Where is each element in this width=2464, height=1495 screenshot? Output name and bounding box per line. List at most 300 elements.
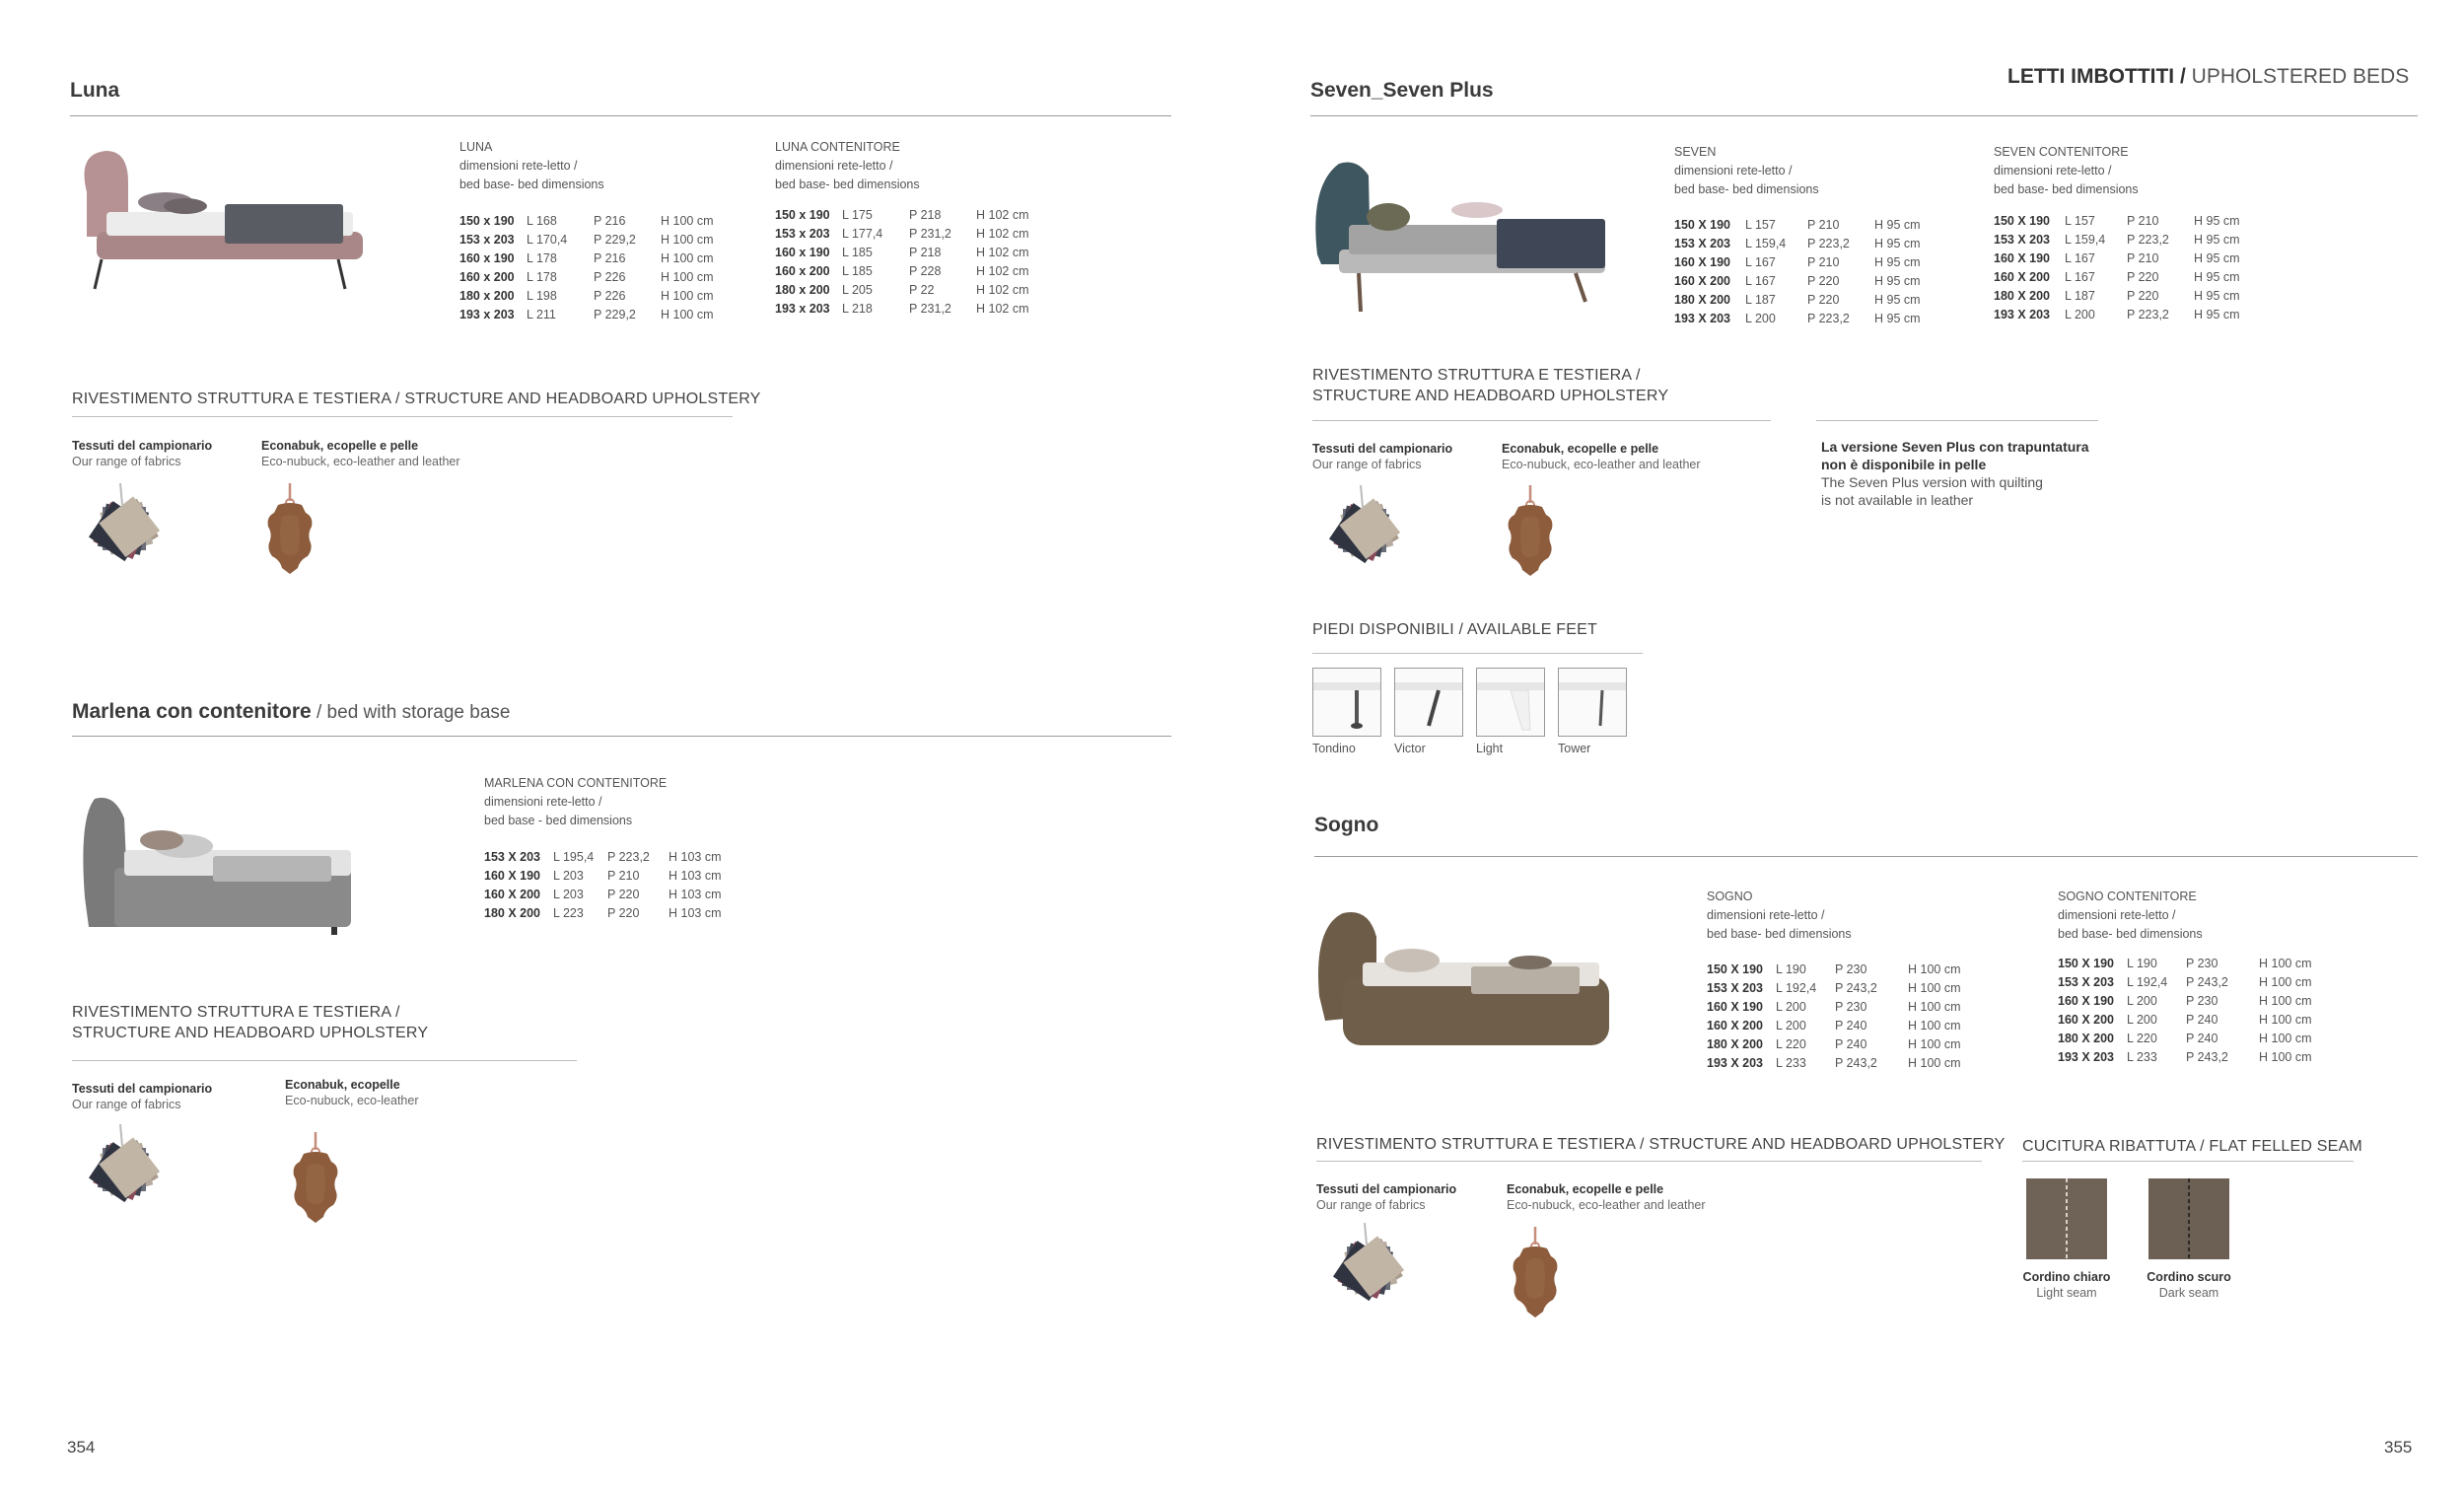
sogno-upholstery-heading: RIVESTIMENTO STRUTTURA E TESTIERA / STRUCTURE AND HEADBOARD UPHOLSTERY: [1316, 1136, 2006, 1153]
size-cell: 150 x 190: [775, 208, 830, 222]
seven-feet-heading: PIEDI DISPONIBILI / AVAILABLE FEET: [1312, 621, 1597, 638]
dimension-cell: L 167: [1745, 255, 1776, 269]
dimension-cell: H 100 cm: [661, 308, 714, 321]
table-name: LUNA: [459, 140, 493, 154]
size-cell: 160 x 200: [459, 270, 515, 284]
dimension-cell: P 226: [594, 289, 626, 303]
foot-caption: Tower: [1558, 742, 1591, 755]
dimension-cell: P 22: [909, 283, 935, 297]
table-name: LUNA CONTENITORE: [775, 140, 900, 154]
table-row: [775, 281, 1055, 300]
marlena-subtitle: / bed with storage base: [311, 702, 511, 723]
dimension-cell: H 102 cm: [976, 264, 1029, 278]
leather-label-bold: Econabuk, ecopelle e pelle: [1502, 442, 1659, 456]
dark-seam-caption: [2130, 1269, 2248, 1301]
table-row: [1674, 253, 1953, 272]
dimension-cell: L 187: [1745, 293, 1776, 307]
size-cell: 160 X 190: [1674, 255, 1730, 269]
dimension-cell: P 218: [909, 208, 942, 222]
sogno-leather-label: [1507, 1181, 1706, 1213]
luna-title: Luna: [70, 79, 120, 102]
table-row: [1994, 231, 2273, 249]
dimension-cell: P 216: [594, 214, 626, 228]
dimension-cell: L 177,4: [842, 227, 883, 241]
dimension-cell: L 200: [1776, 1019, 1806, 1032]
dimension-cell: L 200: [2065, 308, 2095, 321]
dimension-cell: L 167: [2065, 270, 2095, 284]
size-cell: 153 x 203: [775, 227, 830, 241]
dimension-cell: H 102 cm: [976, 246, 1029, 259]
table-sub: dimensioni rete-letto /: [484, 795, 602, 809]
size-cell: 153 X 203: [1707, 981, 1763, 995]
dimension-cell: L 233: [1776, 1056, 1806, 1070]
dimension-cell: H 102 cm: [976, 302, 1029, 316]
size-cell: 150 X 190: [1707, 962, 1763, 976]
dimension-cell: L 223: [553, 906, 584, 920]
dimension-cell: H 103 cm: [669, 850, 722, 864]
note-bold-1: La versione Seven Plus con trapuntatura: [1821, 439, 2089, 455]
upholstery-line-1: RIVESTIMENTO STRUTTURA E TESTIERA /: [1312, 367, 1641, 384]
light-seam-swatch-icon: [2026, 1178, 2107, 1259]
table-sub: dimensioni rete-letto /: [1674, 164, 1793, 178]
note-line-2: is not available in leather: [1821, 492, 1974, 508]
fabric-label: Our range of fabrics: [1312, 458, 1422, 471]
dimension-cell: P 223,2: [607, 850, 650, 864]
dimension-cell: L 211: [527, 308, 556, 321]
table-row: [459, 249, 739, 268]
size-cell: 160 x 190: [775, 246, 830, 259]
fabric-label: Our range of fabrics: [72, 1098, 181, 1111]
marlena-title-rule: [72, 736, 1171, 737]
table-row: [775, 300, 1055, 319]
table-row: [1707, 961, 1987, 979]
luna-table-1: [459, 212, 739, 324]
seven-note-rule: [1816, 420, 2098, 421]
size-cell: 160 X 200: [2058, 1013, 2114, 1027]
dimension-cell: L 233: [2127, 1050, 2157, 1064]
leather-label: Eco-nubuck, eco-leather and leather: [1507, 1198, 1706, 1212]
size-cell: 180 x 200: [775, 283, 830, 297]
leather-hide-icon: [284, 1132, 353, 1231]
size-cell: 153 X 203: [484, 850, 540, 864]
sogno-bed-image: [1313, 907, 1629, 1045]
luna-table-2: [775, 206, 1055, 319]
dimension-cell: H 100 cm: [1908, 1019, 1961, 1032]
table-row: [484, 886, 747, 904]
dimension-cell: L 198: [527, 289, 557, 303]
size-cell: 180 X 200: [1994, 289, 2050, 303]
dimension-cell: P 223,2: [1807, 237, 1850, 250]
table-row: [484, 867, 747, 886]
dimension-cell: P 240: [1835, 1037, 1867, 1051]
dimension-cell: H 103 cm: [669, 888, 722, 901]
table-row: [1994, 306, 2273, 324]
dimension-cell: L 192,4: [1776, 981, 1817, 995]
table-sub: dimensioni rete-letto /: [1994, 164, 2112, 178]
table-row: [484, 904, 747, 923]
dimension-cell: P 220: [1807, 293, 1840, 307]
dimension-cell: H 100 cm: [661, 233, 714, 247]
foot-caption: Tondino: [1312, 742, 1356, 755]
leather-hide-icon: [258, 483, 327, 582]
marlena-table-head: [484, 774, 667, 830]
dimension-cell: L 157: [1745, 218, 1776, 232]
dimension-cell: H 100 cm: [2259, 1013, 2312, 1027]
size-cell: 150 X 190: [2058, 957, 2114, 970]
dimension-cell: L 200: [2127, 994, 2157, 1008]
foot-tower-swatch: [1558, 668, 1627, 737]
dimension-cell: P 243,2: [1835, 981, 1877, 995]
foot-victor-icon: [1395, 669, 1462, 736]
dimension-cell: H 100 cm: [1908, 981, 1961, 995]
sogno-seam-rule: [2022, 1161, 2354, 1162]
dimension-cell: L 159,4: [2065, 233, 2106, 247]
table-row: [459, 287, 739, 306]
sogno-table-2: [2058, 955, 2338, 1067]
luna-bed-image: [67, 143, 373, 291]
size-cell: 160 X 200: [1994, 270, 2050, 284]
leather-label-bold: Econabuk, ecopelle: [285, 1078, 400, 1092]
foot-tower-icon: [1559, 669, 1626, 736]
size-cell: 193 X 203: [1674, 312, 1730, 325]
table-row: [459, 306, 739, 324]
seam-label-bold: Cordino scuro: [2147, 1270, 2231, 1284]
foot-victor-swatch: [1394, 668, 1463, 737]
table-row: [2058, 955, 2338, 973]
leather-label-bold: Econabuk, ecopelle e pelle: [261, 439, 419, 453]
dimension-cell: P 231,2: [909, 227, 951, 241]
dimension-cell: H 100 cm: [2259, 975, 2312, 989]
fabric-label: Our range of fabrics: [72, 455, 181, 468]
dimension-cell: L 157: [2065, 214, 2095, 228]
size-cell: 180 X 200: [1674, 293, 1730, 307]
table-row: [2058, 973, 2338, 992]
dimension-cell: P 229,2: [594, 233, 636, 247]
size-cell: 153 X 203: [2058, 975, 2114, 989]
dimension-cell: L 195,4: [553, 850, 595, 864]
table-row: [1994, 212, 2273, 231]
size-cell: 160 X 190: [1707, 1000, 1763, 1014]
dark-seam-swatch-icon: [2148, 1178, 2229, 1259]
leather-hide-icon: [1499, 485, 1568, 584]
table-row: [1707, 979, 1987, 998]
dimension-cell: P 229,2: [594, 308, 636, 321]
dimension-cell: H 100 cm: [1908, 962, 1961, 976]
table-sub: bed base- bed dimensions: [775, 178, 920, 191]
dimension-cell: P 210: [1807, 218, 1840, 232]
dimension-cell: P 216: [594, 251, 626, 265]
size-cell: 153 X 203: [1994, 233, 2050, 247]
dimension-cell: L 203: [553, 888, 584, 901]
size-cell: 160 x 200: [775, 264, 830, 278]
leather-label: Eco-nubuck, eco-leather and leather: [1502, 458, 1701, 471]
dimension-cell: P 210: [2127, 214, 2159, 228]
dimension-cell: H 95 cm: [2194, 251, 2240, 265]
dimension-cell: P 210: [607, 869, 640, 883]
fabric-label-bold: Tessuti del campionario: [1316, 1182, 1457, 1196]
dimension-cell: H 100 cm: [661, 214, 714, 228]
seven-fabric-label: [1312, 441, 1452, 472]
size-cell: 180 X 200: [2058, 1032, 2114, 1045]
sogno-fabric-label: [1316, 1181, 1456, 1213]
foot-light-swatch: [1476, 668, 1545, 737]
fabric-label-bold: Tessuti del campionario: [72, 1082, 213, 1096]
marlena-upholstery-rule: [72, 1060, 577, 1061]
dimension-cell: L 185: [842, 264, 873, 278]
size-cell: 180 X 200: [1707, 1037, 1763, 1051]
seam-label-bold: Cordino chiaro: [2022, 1270, 2111, 1284]
dimension-cell: H 95 cm: [2194, 289, 2240, 303]
header-title-light: UPHOLSTERED BEDS: [2185, 65, 2410, 88]
fabric-swatch-icon: [83, 1124, 181, 1223]
dimension-cell: H 95 cm: [2194, 233, 2240, 247]
table-row: [775, 262, 1055, 281]
dimension-cell: H 102 cm: [976, 227, 1029, 241]
fabric-label-bold: Tessuti del campionario: [72, 439, 213, 453]
dimension-cell: P 230: [2186, 994, 2218, 1008]
table-row: [2058, 992, 2338, 1011]
dimension-cell: P 220: [607, 906, 640, 920]
dimension-cell: P 220: [2127, 270, 2159, 284]
sogno-table-1-head: [1707, 888, 1852, 944]
dimension-cell: P 240: [2186, 1032, 2218, 1045]
dimension-cell: H 95 cm: [1874, 274, 1921, 288]
upholstery-line-1: RIVESTIMENTO STRUTTURA E TESTIERA /: [72, 1004, 400, 1021]
luna-table-1-head: [459, 138, 604, 194]
table-row: [1674, 216, 1953, 235]
dimension-cell: L 175: [842, 208, 873, 222]
seven-table-1-head: [1674, 143, 1819, 199]
foot-caption: Victor: [1394, 742, 1426, 755]
luna-leather-label: [261, 438, 460, 469]
luna-upholstery-heading: RIVESTIMENTO STRUTTURA E TESTIERA / STRUCTURE AND HEADBOARD UPHOLSTERY: [72, 391, 761, 407]
dimension-cell: P 240: [1835, 1019, 1867, 1032]
dimension-cell: P 223,2: [1807, 312, 1850, 325]
dimension-cell: P 210: [2127, 251, 2159, 265]
dimension-cell: P 223,2: [2127, 308, 2169, 321]
size-cell: 150 X 190: [1674, 218, 1730, 232]
size-cell: 180 X 200: [484, 906, 540, 920]
table-row: [2058, 1030, 2338, 1048]
dimension-cell: P 243,2: [1835, 1056, 1877, 1070]
table-row: [775, 244, 1055, 262]
marlena-title-bold: Marlena con contenitore: [72, 700, 312, 723]
marlena-leather-label: [285, 1077, 419, 1108]
dimension-cell: H 102 cm: [976, 208, 1029, 222]
table-row: [1674, 235, 1953, 253]
size-cell: 193 X 203: [1994, 308, 2050, 321]
table-sub: dimensioni rete-letto /: [2058, 908, 2176, 922]
dimension-cell: H 100 cm: [2259, 994, 2312, 1008]
foot-light-icon: [1477, 669, 1544, 736]
size-cell: 160 X 200: [1674, 274, 1730, 288]
size-cell: 193 X 203: [2058, 1050, 2114, 1064]
dimension-cell: H 100 cm: [661, 270, 714, 284]
table-row: [1674, 291, 1953, 310]
leather-label: Eco-nubuck, eco-leather: [285, 1094, 419, 1107]
table-row: [459, 231, 739, 249]
luna-title-rule: [70, 115, 1171, 116]
table-sub: bed base- bed dimensions: [1674, 182, 1819, 196]
dimension-cell: H 100 cm: [1908, 1000, 1961, 1014]
table-row: [1674, 272, 1953, 291]
table-row: [459, 212, 739, 231]
dimension-cell: P 223,2: [2127, 233, 2169, 247]
table-row: [484, 848, 747, 867]
size-cell: 160 X 190: [2058, 994, 2114, 1008]
size-cell: 160 x 190: [459, 251, 515, 265]
luna-table-2-head: [775, 138, 920, 194]
dimension-cell: P 231,2: [909, 302, 951, 316]
dimension-cell: P 210: [1807, 255, 1840, 269]
size-cell: 153 X 203: [1674, 237, 1730, 250]
seven-table-1: [1674, 216, 1953, 328]
dimension-cell: P 230: [1835, 1000, 1867, 1014]
dimension-cell: H 95 cm: [2194, 308, 2240, 321]
dimension-cell: L 192,4: [2127, 975, 2168, 989]
dimension-cell: P 220: [2127, 289, 2159, 303]
dimension-cell: L 200: [1745, 312, 1776, 325]
marlena-fabric-label: [72, 1081, 212, 1112]
size-cell: 193 X 203: [1707, 1056, 1763, 1070]
dimension-cell: L 220: [2127, 1032, 2157, 1045]
dimension-cell: H 95 cm: [1874, 255, 1921, 269]
table-row: [459, 268, 739, 287]
page-number-right: 355: [2384, 1438, 2413, 1457]
dimension-cell: L 170,4: [527, 233, 568, 247]
table-sub: bed base- bed dimensions: [2058, 927, 2203, 941]
marlena-bed-image: [75, 789, 361, 937]
dimension-cell: H 100 cm: [661, 251, 714, 265]
table-row: [1707, 1054, 1987, 1073]
dimension-cell: H 100 cm: [661, 289, 714, 303]
table-row: [2058, 1011, 2338, 1030]
table-sub: bed base- bed dimensions: [459, 178, 604, 191]
dimension-cell: P 240: [2186, 1013, 2218, 1027]
fabric-swatch-icon: [83, 483, 181, 582]
size-cell: 160 X 200: [1707, 1019, 1763, 1032]
dimension-cell: L 187: [2065, 289, 2095, 303]
dimension-cell: L 200: [1776, 1000, 1806, 1014]
dimension-cell: L 203: [553, 869, 584, 883]
foot-tondino-swatch: [1312, 668, 1381, 737]
leather-label: Eco-nubuck, eco-leather and leather: [261, 455, 460, 468]
table-name: SOGNO CONTENITORE: [2058, 890, 2197, 903]
sogno-title-rule: [1314, 856, 2418, 857]
dimension-cell: L 178: [527, 251, 557, 265]
table-sub: bed base- bed dimensions: [1994, 182, 2139, 196]
seam-label: Light seam: [2036, 1286, 2097, 1300]
fabric-label-bold: Tessuti del campionario: [1312, 442, 1453, 456]
dimension-cell: L 218: [842, 302, 873, 316]
dimension-cell: P 220: [607, 888, 640, 901]
dimension-cell: P 228: [909, 264, 942, 278]
seven-title: Seven_Seven Plus: [1310, 79, 1494, 102]
table-row: [775, 206, 1055, 225]
seam-label: Dark seam: [2158, 1286, 2219, 1300]
seven-table-2: [1994, 212, 2273, 324]
dimension-cell: H 95 cm: [1874, 237, 1921, 250]
seven-upholstery-rule: [1312, 420, 1771, 421]
marlena-title: [72, 700, 510, 724]
seven-upholstery-heading: [1312, 365, 1668, 406]
table-sub: dimensioni rete-letto /: [459, 159, 578, 173]
table-row: [1994, 287, 2273, 306]
dimension-cell: L 168: [527, 214, 557, 228]
light-seam-caption: [2007, 1269, 2126, 1301]
dimension-cell: L 190: [2127, 957, 2157, 970]
table-row: [1707, 998, 1987, 1017]
table-row: [2058, 1048, 2338, 1067]
foot-tondino-icon: [1313, 669, 1380, 736]
table-sub: bed base - bed dimensions: [484, 814, 633, 827]
sogno-table-2-head: [2058, 888, 2203, 944]
leather-hide-icon: [1504, 1227, 1573, 1325]
dimension-cell: L 178: [527, 270, 557, 284]
dimension-cell: P 226: [594, 270, 626, 284]
dimension-cell: P 230: [2186, 957, 2218, 970]
luna-upholstery-rule: [72, 416, 733, 417]
table-sub: dimensioni rete-letto /: [775, 159, 893, 173]
dimension-cell: H 103 cm: [669, 906, 722, 920]
dimension-cell: L 220: [1776, 1037, 1806, 1051]
dimension-cell: P 243,2: [2186, 975, 2228, 989]
fabric-swatch-icon: [1327, 1223, 1426, 1321]
table-name: SEVEN: [1674, 145, 1717, 159]
foot-caption: Light: [1476, 742, 1504, 755]
seven-plus-note: [1821, 438, 2089, 509]
dimension-cell: H 100 cm: [2259, 957, 2312, 970]
dimension-cell: L 159,4: [1745, 237, 1787, 250]
table-row: [1707, 1035, 1987, 1054]
dimension-cell: H 102 cm: [976, 283, 1029, 297]
page-number-left: 354: [67, 1438, 96, 1457]
size-cell: 180 x 200: [459, 289, 515, 303]
fabric-swatch-icon: [1323, 485, 1422, 584]
dimension-cell: H 95 cm: [1874, 218, 1921, 232]
sogno-table-1: [1707, 961, 1987, 1073]
dimension-cell: H 100 cm: [2259, 1032, 2312, 1045]
table-row: [1994, 268, 2273, 287]
header-title-bold: LETTI IMBOTTITI /: [2007, 65, 2186, 88]
table-name: SOGNO: [1707, 890, 1753, 903]
sogno-seam-heading: CUCITURA RIBATTUTA / FLAT FELLED SEAM: [2022, 1138, 2362, 1155]
marlena-upholstery-heading: [72, 1002, 428, 1043]
table-row: [1707, 1017, 1987, 1035]
table-sub: dimensioni rete-letto /: [1707, 908, 1825, 922]
table-row: [775, 225, 1055, 244]
dimension-cell: H 95 cm: [2194, 214, 2240, 228]
dimension-cell: P 230: [1835, 962, 1867, 976]
size-cell: 153 x 203: [459, 233, 515, 247]
table-row: [1994, 249, 2273, 268]
dimension-cell: H 100 cm: [2259, 1050, 2312, 1064]
size-cell: 193 x 203: [459, 308, 515, 321]
seven-table-2-head: [1994, 143, 2139, 199]
size-cell: 150 x 190: [459, 214, 515, 228]
size-cell: 193 x 203: [775, 302, 830, 316]
dimension-cell: P 218: [909, 246, 942, 259]
dimension-cell: H 95 cm: [2194, 270, 2240, 284]
dimension-cell: L 185: [842, 246, 873, 259]
table-name: MARLENA CON CONTENITORE: [484, 776, 668, 790]
table-row: [1674, 310, 1953, 328]
leather-label-bold: Econabuk, ecopelle e pelle: [1507, 1182, 1664, 1196]
upholstery-line-2: STRUCTURE AND HEADBOARD UPHOLSTERY: [72, 1025, 429, 1041]
seven-bed-image: [1309, 156, 1625, 314]
size-cell: 160 X 190: [484, 869, 540, 883]
sogno-title: Sogno: [1314, 814, 1379, 836]
